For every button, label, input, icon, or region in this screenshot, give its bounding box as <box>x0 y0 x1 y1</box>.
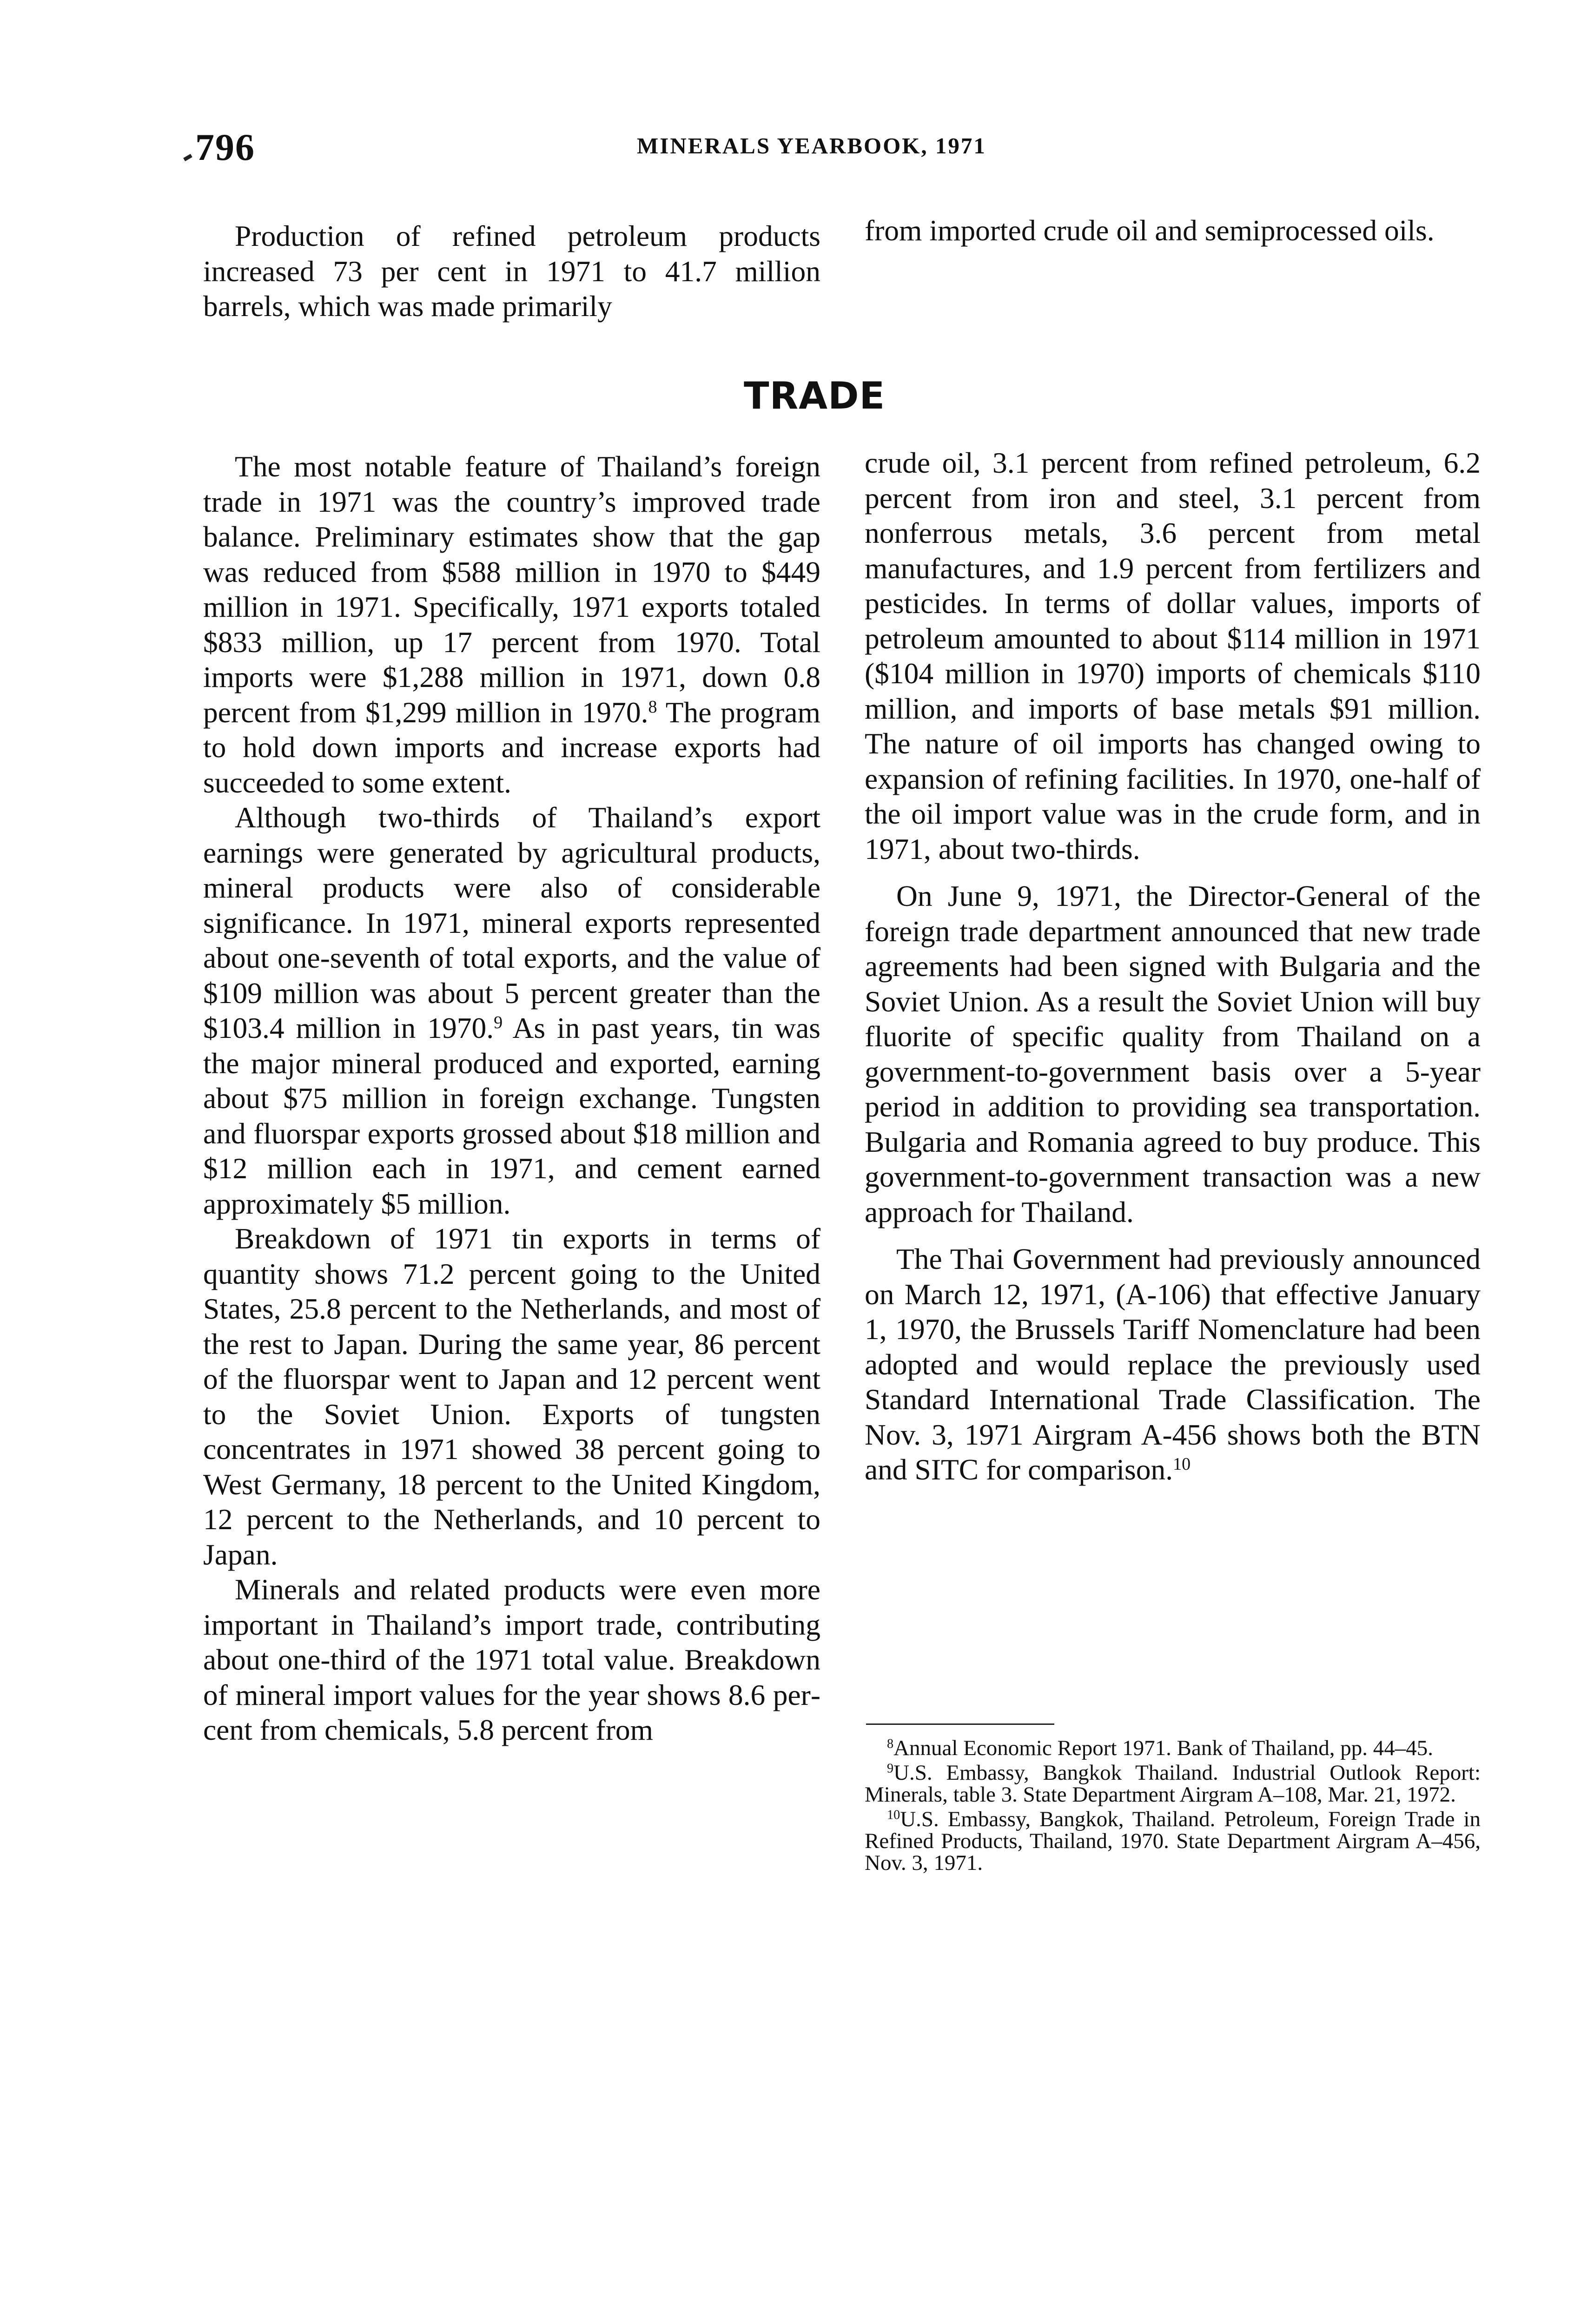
trade-paragraph-7-text: The Thai Government had previously announced on March 12, 1971, (A-106) that effective January 1, 1970, the Brussels Tariff Nomenclature had been adopted and would replace the previously used Standard International Trade Classification. The Nov. 3, 1971 Airgram A-456 shows both the BTN and SITC for comparison. <box>865 1242 1481 1486</box>
footnote-ref-10: 10 <box>1173 1454 1191 1474</box>
footnote-ref-8: 8 <box>648 697 657 717</box>
trade-paragraph-1-end: The program to hold down imports and increase exports had succeeded to some extent. <box>203 695 820 799</box>
footnote-text: Annual Economic Report 1971. Bank of Thailand, pp. 44–45. <box>893 1736 1433 1760</box>
trade-paragraph-3: Breakdown of 1971 tin exports in terms of quantity shows 71.2 percent going to the United States, 25.8 percent to the Netherlands, and most of the rest to Japan. During the same year, 86 percent of the fluorspar went to Japan and 12 percent went to the Soviet Union. Exports of tungsten concentrates in 1971 showed 38 percent going to West Germany, 18 percent to the United Kingdom, 12 percent to the Netherlands, and 10 percent to Japan. <box>203 1222 820 1571</box>
footnote-ref-9: 9 <box>494 1013 503 1033</box>
footnote-mark: 9 <box>887 1761 894 1776</box>
scan-mark <box>183 154 192 161</box>
trade-paragraph-1-text: The most notable feature of Thailand’s foreign trade in 1971 was the country’s improved trade balance. Preliminary estimates show that the gap was reduced from $588 million in 1970 to $449 million in 1971. Specifically, 1971 exports totaled $833 million, up 17 percent from 1970. Total imports were $1,288 million in 1971, down 0.8 percent from $1,299 million in 1970. <box>203 450 820 729</box>
page-number: 796 <box>195 126 255 168</box>
intro-paragraph-continued: from imported crude oil and semiprocessed oils. <box>865 214 1435 247</box>
running-head: MINERALS YEARBOOK, 1971 <box>637 133 986 158</box>
footnotes <box>865 1737 1481 1877</box>
intro-right-column <box>865 213 1481 248</box>
trade-right-column <box>865 445 1481 1487</box>
intro-paragraph: Production of refined petroleum products increased 73 per cent in 1971 to 41.7 million barrels, which was made primarily <box>203 219 820 323</box>
trade-paragraph-7 <box>865 1241 1481 1487</box>
trade-paragraph-5: crude oil, 3.1 percent from refined petroleum, 6.2 percent from iron and steel, 3.1 percent from nonferrous metals, 3.6 percent from metal manufactures, and 1.9 percent from fertilizers and pesticides. In terms of dollar values, imports of petroleum amounted to about $114 million in 1971 ($104 million in 1970) imports of chemicals $110 million, and imports of base metals $91 million. The nature of oil imports has changed owing to expansion of refining facilities. In 1970, one-half of the oil import value was in the crude form, and in 1971, about two-thirds. <box>865 446 1481 865</box>
trade-paragraph-2-text: Although two-thirds of Thailand’s export earnings were generated by agricultural products, mineral products were also of considerable significance. In 1971, mineral exports represented about one-seventh of total exports, and the value of $109 million was about 5 percent greater than the $103.4 million in 1970. <box>203 801 820 1044</box>
footnote-text: U.S. Embassy, Bangkok Thailand. Industrial Outlook Report: Minerals, table 3. State Department Airgram A–108, Mar. 21, 1972. <box>865 1761 1481 1807</box>
footnote <box>865 1762 1481 1806</box>
footnote <box>865 1737 1481 1759</box>
trade-paragraph-1 <box>203 449 820 800</box>
footnote-mark: 10 <box>887 1808 900 1822</box>
trade-left-column <box>203 449 820 1748</box>
intro-left-column <box>203 218 820 324</box>
trade-paragraph-2 <box>203 800 820 1221</box>
footnote-mark: 8 <box>887 1736 894 1751</box>
section-heading: TRADE <box>744 374 886 417</box>
trade-paragraph-2-end: As in past years, tin was the major mineral produced and exported, earning about $75 million in foreign exchange. Tungsten and fluorspar exports grossed about $18 million and $12 million each in 1971, and cement earned approximately $5 million. <box>203 1011 820 1220</box>
trade-paragraph-4: Minerals and related products were even more important in Thailand’s import trade, contributing about one-third of the 1971 total value. Breakdown of mineral import values for the year shows 8.6 percent from chemicals, 5.8 percent from <box>203 1573 820 1746</box>
footnote-rule <box>866 1723 1054 1725</box>
footnote <box>865 1809 1481 1874</box>
footnote-text: U.S. Embassy, Bangkok, Thailand. Petroleum, Foreign Trade in Refined Products, Thailand, 1970. State Department Airgram A–456, Nov. 3, 1971. <box>865 1807 1481 1875</box>
trade-paragraph-6: On June 9, 1971, the Director-General of the foreign trade department announced that new trade agreements had been signed with Bulgaria and the Soviet Union. As a result the Soviet Union will buy fluorite of specific quality from Thailand on a government-to-government basis over a 5-year period in addition to providing sea transportation. Bulgaria and Romania agreed to buy produce. This government-to-government transaction was a new approach for Thailand. <box>865 879 1481 1228</box>
